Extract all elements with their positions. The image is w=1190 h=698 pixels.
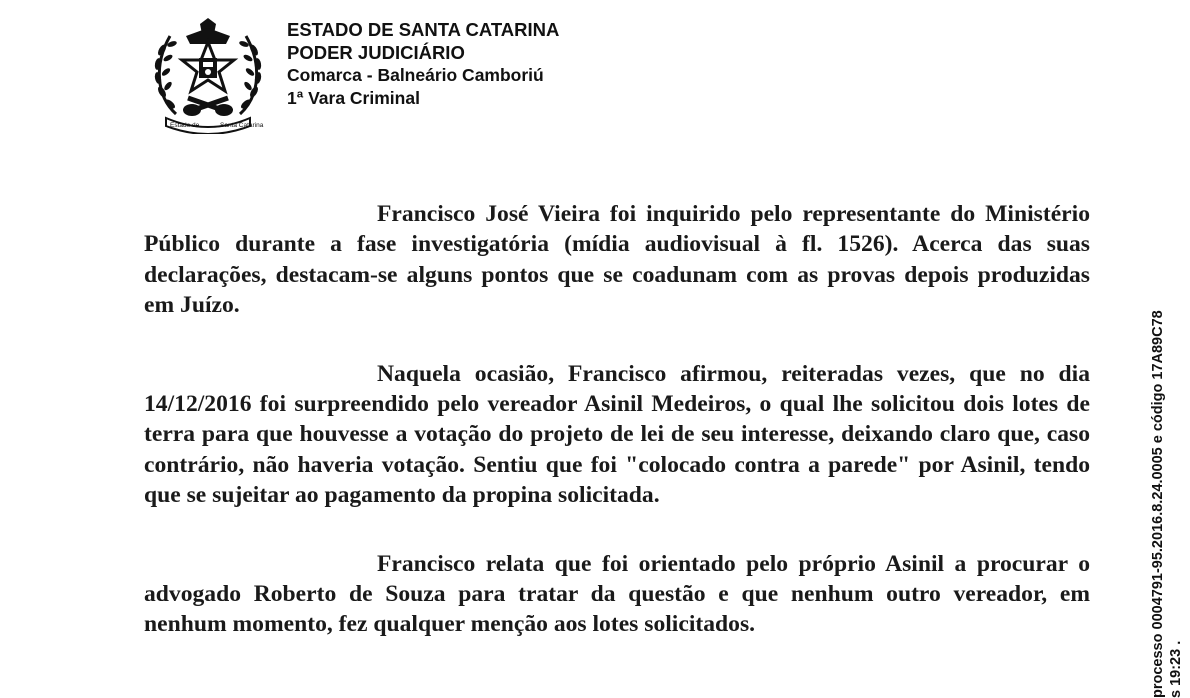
paragraph-text: . Acerca das suas declarações, destacam-se alguns pontos que se coadunam com as provas depois produzidas em Juízo. (144, 231, 1090, 319)
margin-note-line: processo 0004791-95.2016.8.24.0005 e código 17A89C78 (1150, 310, 1166, 698)
state-name: ESTADO DE SANTA CATARINA (287, 19, 560, 40)
district-name: Comarca - Balneário Camboriú (287, 65, 544, 85)
branch-name: PODER JUDICIÁRIO (287, 42, 465, 63)
margin-verification-note (1149, 310, 1185, 698)
seal-text-left: Estado de (170, 122, 200, 129)
document-body (144, 199, 1090, 678)
paragraph: Francisco relata que foi orientado pelo próprio Asinil a procurar o advogado Roberto de Souza para tratar da questão e que nenhum outro vereador, em nenhum momento, fez qualquer menção aos lotes solicitados. (144, 550, 1090, 638)
seal-text-right: Santa Catarina (220, 122, 264, 129)
paragraph: Naquela ocasião, Francisco afirmou, reiteradas vezes, que no dia 14/12/2016 foi surpreendido pelo vereador Asinil Medeiros, o qual lhe solicitou dois lotes de terra para que houvesse a votação do projeto de lei de seu interesse, deixando claro que, caso contrário, não haveria votação. Sentiu que foi "colocado contra a parede" por Asinil, tendo que se sujeitar ao pagamento da propina solicitada. (144, 360, 1090, 509)
court-name: 1ª Vara Criminal (287, 88, 420, 108)
paragraph (144, 199, 1090, 321)
coat-of-arms-icon (148, 14, 268, 134)
paragraph-text: Francisco José Vieira foi inquirido pelo representante do Ministério Público durante a fase investigatória (144, 201, 1090, 258)
letterhead (287, 18, 559, 110)
margin-note-line: s 19:23 . (1168, 640, 1184, 698)
emphasized-reference: (mídia audiovisual à fl. 1526) (564, 231, 893, 258)
